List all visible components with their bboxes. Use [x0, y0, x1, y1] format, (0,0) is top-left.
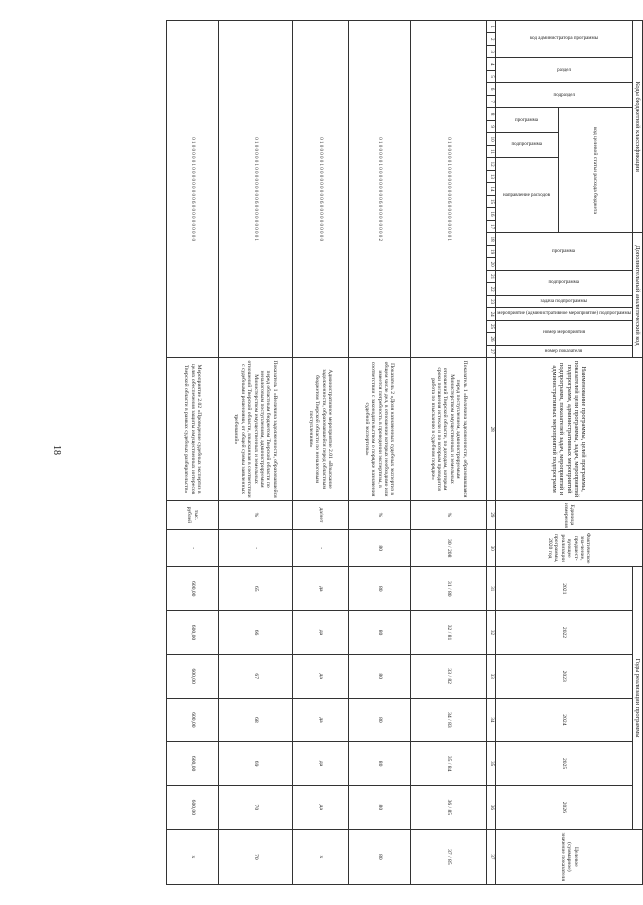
program-code-header: программа [495, 108, 558, 133]
row-fact-cell: - [292, 529, 348, 566]
index-cell: 7 [486, 95, 495, 107]
row-year-value: 70 [218, 785, 292, 829]
index-cell: 17 [486, 220, 495, 233]
table-row [218, 21, 292, 885]
row-unit-cell: % [218, 500, 292, 529]
expense-article-header: код целевой статьи расхода бюджета [558, 108, 632, 233]
index-cell: 9 [486, 120, 495, 132]
fact-column-header: Фактическое зна-чение, предшест-вующее реализации программы, 2020 год [495, 529, 642, 566]
row-year-value: 69 [218, 742, 292, 786]
row-year-value: 65 [218, 567, 292, 611]
dop-event-number-header: номер мероприятия [495, 320, 632, 345]
index-cell: 34 [486, 698, 495, 742]
index-cell: 35 [486, 742, 495, 786]
final-value-header: Целевое (суммарное) значение показателя [495, 829, 642, 884]
index-cell: 4 [486, 58, 495, 70]
dop-event-header: мероприятие (административное мероприятие) подпрограммы [495, 308, 632, 320]
index-cell: 36 [486, 785, 495, 829]
table-row [410, 21, 486, 885]
row-name-cell: Показатель 2 «Доля назначенных судебных экспертиз в общем числе дел, в отношении которых необходимо или имеется потребность в проведении экспертизы, в соответствии с законодательством о порядке назначения судебной экспертизы» [348, 358, 410, 501]
dop-subprogram-header: подпрограмма [495, 270, 632, 295]
name-column-header: Наименование программы, целей программы, показателей цели программы, задач, мероприятий подпрограмм, административных мероприятий подпрограмм, показателей задач, мероприятий и административных мероприятий подпрограмм [495, 358, 642, 501]
row-year-value: 80 [348, 567, 410, 611]
index-cell: 15 [486, 195, 495, 207]
index-cell: 3 [486, 45, 495, 57]
row-year-value: 36 / 85 [410, 785, 486, 829]
row-final-value: 80 [348, 829, 410, 884]
index-cell: 25 [486, 320, 495, 332]
row-year-value: 600,00 [166, 567, 218, 611]
row-unit-cell: тыс. рублей [166, 500, 218, 529]
row-final-value: х [292, 829, 348, 884]
index-cell: 18 [486, 233, 495, 245]
row-name-cell: Мероприятие 2.02 «Проведение судебных экспертиз в целях обеспечения защиты имущественных интересов Тверской области в рамках судебных разбирательств» [166, 358, 218, 501]
index-cell: 23 [486, 295, 495, 307]
row-year-value: да [292, 785, 348, 829]
index-cell: 32 [486, 611, 495, 655]
index-cell: 6 [486, 83, 495, 95]
year-2023-header: 2023 [495, 654, 632, 698]
codes-group-header: Коды бюджетной классификации [632, 21, 642, 233]
table-row [292, 21, 348, 885]
row-year-value: 31 / 80 [410, 567, 486, 611]
additional-code-header: Дополнительный аналитический код [632, 233, 642, 358]
row-year-value: 600,00 [166, 785, 218, 829]
index-cell: 11 [486, 145, 495, 157]
year-2024-header: 2024 [495, 698, 632, 742]
row-unit-cell: да/нет [292, 500, 348, 529]
index-cell: 1 [486, 21, 495, 33]
row-year-value: 600,00 [166, 742, 218, 786]
row-year-value: 80 [348, 654, 410, 698]
index-cell: 8 [486, 108, 495, 120]
index-cell: 29 [486, 500, 495, 529]
index-cell: 14 [486, 183, 495, 195]
row-year-value: 66 [218, 611, 292, 655]
year-2026-header: 2026 [495, 785, 632, 829]
year-2021-header: 2021 [495, 567, 632, 611]
year-2025-header: 2025 [495, 742, 632, 786]
years-group-header: Годы реализации программы [632, 567, 642, 829]
index-cell: 2 [486, 33, 495, 45]
row-year-value: да [292, 698, 348, 742]
index-cell: 24 [486, 308, 495, 320]
index-cell: 30 [486, 529, 495, 566]
year-2022-header: 2022 [495, 611, 632, 655]
row-fact-cell: 30 / 208 [410, 529, 486, 566]
code-digits-cell: 0 1 0 0 0 0 0 1 0 0 0 0 0 0 0 0 0 6 0 0 0 0 0 0 0 0 0 0 [166, 21, 218, 358]
row-year-value: да [292, 567, 348, 611]
index-cell: 31 [486, 567, 495, 611]
table-row [166, 21, 218, 885]
rotated-table-content [88, 20, 643, 885]
row-name-cell: Показатель 1 «Величина задолженности, образовавшаяся перед поступлением, администрируемым Министерством имущественных и земельных отношений Тверской области, по доходам, которым сроки погашения истекли и по которым проводится работа по взысканию в судебном порядке» [410, 358, 486, 501]
program-indicators-table [166, 20, 643, 885]
index-cell: 28 [486, 358, 495, 501]
index-cell: 12 [486, 158, 495, 170]
row-unit-cell: % [348, 500, 410, 529]
row-fact-cell: - [166, 529, 218, 566]
row-year-value: 67 [218, 654, 292, 698]
column-index-row [486, 21, 495, 885]
subprogram-code-header: подпрограмма [495, 133, 558, 158]
page-number: 18 [51, 445, 62, 455]
row-final-value: 70 [218, 829, 292, 884]
row-year-value: 80 [348, 742, 410, 786]
row-year-value: 34 / 83 [410, 698, 486, 742]
row-year-value: 80 [348, 785, 410, 829]
index-cell: 5 [486, 70, 495, 82]
code-digits-cell: 0 1 0 0 0 0 0 1 0 0 0 0 0 0 0 0 0 6 0 0 0 0 0 0 0 0 0 0 [292, 21, 348, 358]
row-final-value: 37 / 85 [410, 829, 486, 884]
row-year-value: 600,00 [166, 611, 218, 655]
index-cell: 16 [486, 208, 495, 220]
dop-indicator-header: номер показателя [495, 345, 632, 358]
row-unit-cell: % [410, 500, 486, 529]
row-name-cell: Административное мероприятие 2.01 «Взыскание задолженности, образовавшейся перед областным бюджетом Тверской области по неналоговым поступлениям» [292, 358, 348, 501]
row-year-value: да [292, 742, 348, 786]
row-year-value: 80 [348, 698, 410, 742]
dop-task-header: задача подпрограммы [495, 295, 632, 307]
row-year-value: да [292, 611, 348, 655]
index-cell: 27 [486, 345, 495, 358]
direction-code-header: направление расходов [495, 158, 558, 233]
section-header: раздел [495, 58, 632, 83]
row-year-value: 35 / 84 [410, 742, 486, 786]
index-cell: 37 [486, 829, 495, 884]
index-cell: 21 [486, 270, 495, 282]
row-year-value: да [292, 654, 348, 698]
code-digits-cell: 0 1 0 0 0 0 0 1 0 0 0 0 0 0 0 0 0 6 0 0 0 0 0 0 0 0 0 1 [218, 21, 292, 358]
row-name-cell: Показатель 1 «Величина задолженности, образовавшейся перед областным бюджетом Тверской области по неналоговым поступлениям, администрируемым Министерством имущественных и земельных отношений Тверской области, взысканная в соответствии с судебными решениями, от общей суммы заявленных требований» [218, 358, 292, 501]
dop-program-header: программа [495, 233, 632, 270]
table-row [348, 21, 410, 885]
admin-code-header: код администратора программы [495, 21, 632, 58]
index-cell: 26 [486, 333, 495, 345]
row-year-value: 68 [218, 698, 292, 742]
row-year-value: 600,00 [166, 654, 218, 698]
subsection-header: подраздел [495, 83, 632, 108]
index-cell: 19 [486, 245, 495, 257]
index-cell: 10 [486, 133, 495, 145]
code-digits-cell: 0 1 0 0 0 0 0 1 0 0 0 0 0 0 0 0 0 6 0 0 0 0 0 0 0 0 0 1 [410, 21, 486, 358]
rotated-table-frame [88, 20, 643, 885]
index-cell: 20 [486, 258, 495, 270]
index-cell: 22 [486, 283, 495, 295]
row-year-value: 32 / 81 [410, 611, 486, 655]
index-cell: 33 [486, 654, 495, 698]
row-year-value: 33 / 82 [410, 654, 486, 698]
row-year-value: 600,00 [166, 698, 218, 742]
unit-column-header: Единица измерения [495, 500, 642, 529]
index-cell: 13 [486, 170, 495, 182]
row-fact-cell: - [218, 529, 292, 566]
code-digits-cell: 0 1 0 0 0 0 0 1 0 0 0 0 0 0 0 0 0 6 0 0 0 0 0 0 0 0 0 2 [348, 21, 410, 358]
row-fact-cell: 80 [348, 529, 410, 566]
row-final-value: х [166, 829, 218, 884]
row-year-value: 80 [348, 611, 410, 655]
